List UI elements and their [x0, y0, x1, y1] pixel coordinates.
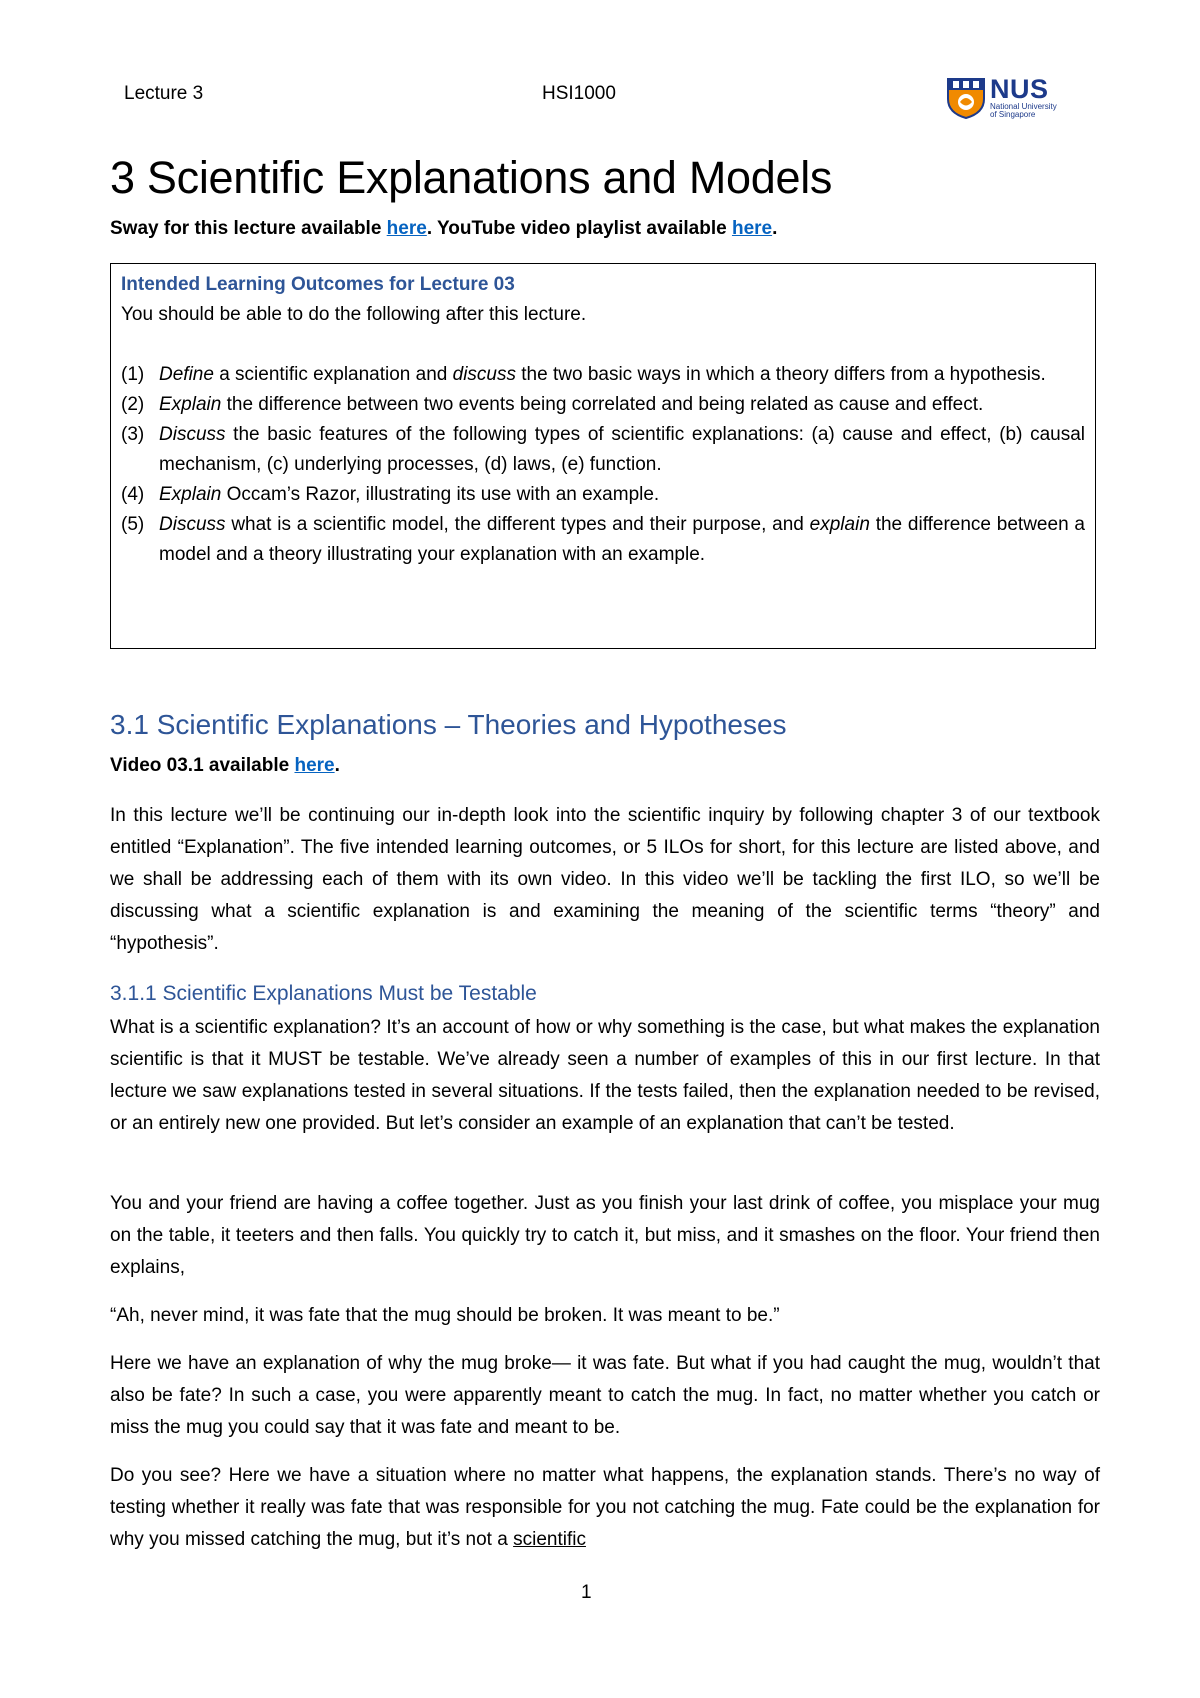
ilo-text: a scientific explanation and [213, 364, 453, 385]
ilo-number: (3) [121, 424, 145, 445]
ilo-item [121, 390, 1085, 420]
ilo-verb: discuss [452, 364, 516, 385]
ilo-box [110, 263, 1096, 649]
video-line [110, 755, 340, 777]
sway-line-end: . [772, 218, 778, 239]
ilo-item [121, 510, 1085, 570]
underlined-word: scientific [513, 1529, 586, 1550]
ilo-item [121, 480, 1085, 510]
ilo-number: (1) [121, 364, 145, 385]
ilo-item [121, 420, 1085, 480]
ilo-text: the difference between two events being correlated and being related as cause and effect. [221, 394, 984, 415]
ilo-verb: Discuss [159, 514, 226, 535]
document-title: 3 Scientific Explanations and Models [110, 152, 833, 203]
nus-crest-icon [946, 77, 986, 119]
sway-line [110, 218, 777, 240]
ilo-number: (4) [121, 484, 145, 505]
ilo-intro: You should be able to do the following after this lecture. [121, 304, 587, 325]
page-number: 1 [581, 1582, 592, 1603]
ilo-list [121, 360, 1085, 570]
paragraph-intro: In this lecture we’ll be continuing our in-depth look into the scientific inquiry by following chapter 3 of our textbook entitled “Explanation”. The five intended learning outcomes, or 5 ILOs for short, for this lecture are listed above, and we shall be addressing each of them with its own video. In this video we’ll be tackling the first ILO, so we’ll be discussing what a scientific explanation is and examining the meaning of the scientific terms “theory” and “hypothesis”. [110, 805, 1100, 954]
paragraph-coffee: You and your friend are having a coffee together. Just as you finish your last drink of coffee, you misplace your mug on the table, it teeters and then falls. You quickly try to catch it, but miss, and it smashes on the floor. Your friend then explains, [110, 1193, 1100, 1278]
sway-text: Sway for this lecture available [110, 218, 387, 239]
ilo-verb: Define [159, 364, 214, 385]
subsection-heading-3-1-1: 3.1.1 Scientific Explanations Must be Testable [110, 982, 537, 1005]
logo-name: NUS [990, 74, 1049, 104]
video-link[interactable]: here [294, 755, 335, 776]
paragraph-fate: Here we have an explanation of why the mug broke— it was fate. But what if you had caught the mug, wouldn’t that also be fate? In such a case, you were apparently meant to catch the mug. In fact, no matter whether you catch or miss the mug you could say that it was fate and meant to be. [110, 1353, 1100, 1438]
paragraph-do-you-see [110, 1460, 1100, 1556]
sway-link[interactable]: here [386, 218, 427, 239]
section-heading-3-1: 3.1 Scientific Explanations – Theories and Hypotheses [110, 709, 787, 740]
ilo-text: the basic features of the following types of scientific explanations: (a) cause and effect, (b) causal mechanism, (c) underlying processes, (d) laws, (e) function. [159, 424, 1085, 475]
youtube-playlist-link[interactable]: here [731, 218, 773, 239]
ilo-text: what is a scientific model, the different types and their purpose, and [225, 514, 810, 535]
ilo-text: Occam’s Razor, illustrating its use with an example. [221, 484, 660, 505]
ilo-number: (5) [121, 514, 145, 535]
ilo-verb: explain [809, 514, 870, 535]
ilo-item [121, 360, 1085, 390]
ilo-heading: Intended Learning Outcomes for Lecture 03 [121, 274, 515, 295]
ilo-number: (2) [121, 394, 145, 415]
video-text: Video 03.1 available [110, 755, 295, 776]
video-line-end: . [334, 755, 340, 776]
header-course-code: HSI1000 [542, 83, 616, 104]
paragraph-text: Do you see? Here we have a situation where no matter what happens, the explanation stands. There’s no way of testing whether it really was fate that was responsible for you not catching the mug. Fate could be the explanation for why you missed catching the mug, but it’s not a [110, 1465, 1100, 1550]
logo-subtitle-line2: of Singapore [990, 110, 1036, 120]
nus-logo [946, 76, 1057, 120]
playlist-text: . YouTube video playlist available [426, 218, 732, 239]
paragraph-testable: What is a scientific explanation? It’s an account of how or why something is the case, but what makes the explanation scientific is that it MUST be testable. We’ve already seen a number of examples of this in our first lecture. In that lecture we saw explanations tested in several situations. If the tests failed, then the explanation needed to be revised, or an entirely new one provided. But let’s consider an example of an explanation that can’t be tested. [110, 1017, 1100, 1134]
ilo-verb: Explain [159, 484, 222, 505]
logo-subtitle-line1: National University [990, 102, 1057, 111]
header-lecture-label: Lecture 3 [124, 83, 204, 104]
ilo-verb: Explain [159, 394, 222, 415]
ilo-text: the difference between a model and a theory illustrating your explanation with an example. [159, 514, 1086, 565]
ilo-text: the two basic ways in which a theory differs from a hypothesis. [516, 364, 1046, 385]
paragraph-quote: “Ah, never mind, it was fate that the mug should be broken. It was meant to be.” [110, 1305, 780, 1326]
ilo-verb: Discuss [159, 424, 226, 445]
